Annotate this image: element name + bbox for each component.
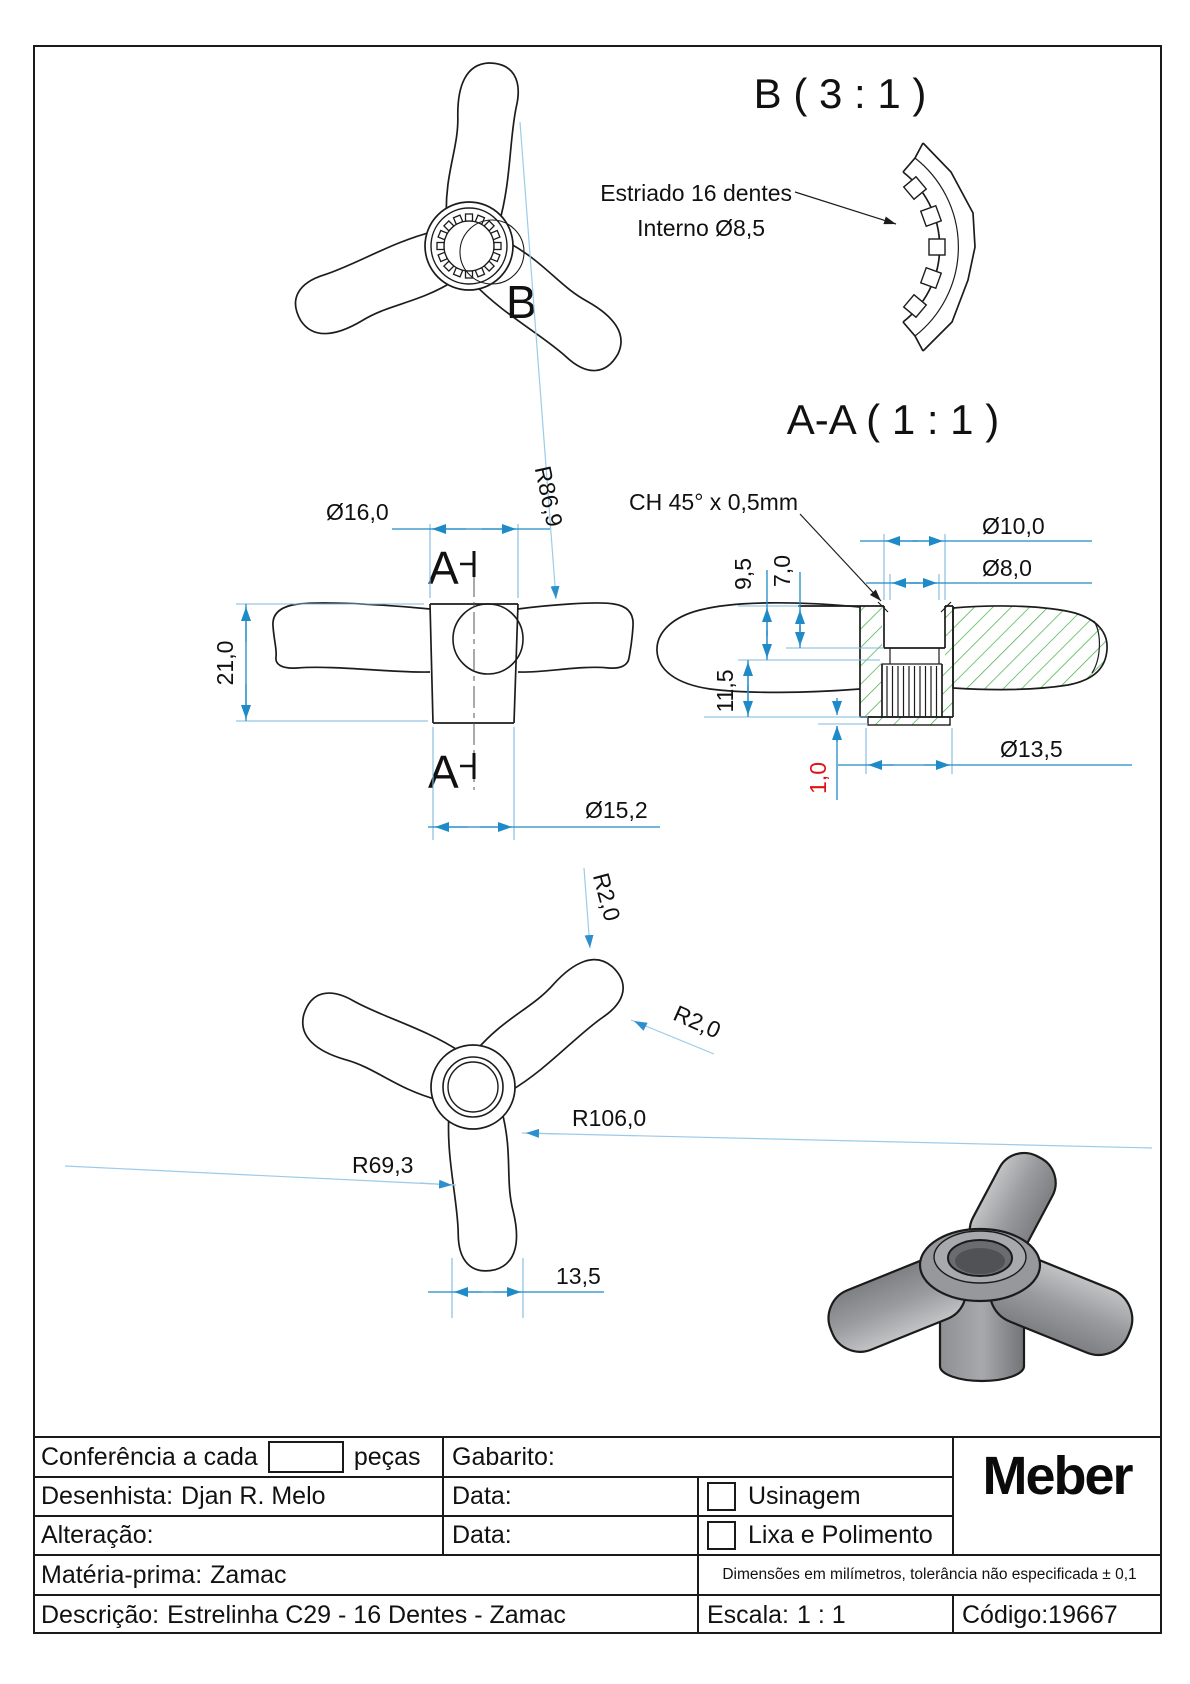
detail-marker-b: B xyxy=(506,276,537,328)
note-interno: Interno Ø8,5 xyxy=(637,215,765,241)
lixa-cell xyxy=(707,1517,933,1554)
data-label-2: Data: xyxy=(452,1521,512,1549)
codigo-value: 19667 xyxy=(1048,1600,1118,1629)
dim-w135: 13,5 xyxy=(556,1263,601,1289)
detail-b-title: B ( 3 : 1 ) xyxy=(753,70,927,117)
section-letter-top: A xyxy=(428,542,459,594)
data-label-1: Data: xyxy=(452,1482,512,1510)
title-block xyxy=(33,1436,1162,1634)
dim-v115: 11,5 xyxy=(712,669,738,713)
descricao-cell xyxy=(41,1596,566,1634)
data2-cell xyxy=(452,1517,512,1554)
dim-d152: Ø15,2 xyxy=(585,797,648,823)
conferencia-suffix: peças xyxy=(353,1442,421,1471)
escala-value: 1 : 1 xyxy=(796,1600,846,1629)
note-chamfer: CH 45° x 0,5mm xyxy=(629,489,798,515)
desenhista-value: Djan R. Melo xyxy=(181,1482,326,1510)
conferencia-label: Conferência a cada xyxy=(41,1442,258,1471)
section-letter-bottom: A xyxy=(428,746,459,798)
dim-d10: Ø10,0 xyxy=(982,513,1045,539)
dim-red10: 1,0 xyxy=(805,762,831,794)
dim-d8: Ø8,0 xyxy=(982,555,1032,581)
meber-logo: Meber xyxy=(982,1446,1132,1506)
dim-d135: Ø13,5 xyxy=(1000,736,1063,762)
descricao-value: Estrelinha C29 - 16 Dentes - Zamac xyxy=(167,1600,566,1629)
materia-value: Zamac xyxy=(210,1560,287,1589)
top-view xyxy=(287,60,633,382)
dim-r693: R69,3 xyxy=(352,1152,414,1178)
iso-render xyxy=(820,1143,1142,1381)
dim-r869: R86,9 xyxy=(529,463,568,530)
section-view xyxy=(629,396,1132,800)
dim-v70: 7,0 xyxy=(769,555,795,587)
note-estriado: Estriado 16 dentes xyxy=(600,180,792,206)
codigo-cell xyxy=(962,1596,1118,1634)
materia-label: Matéria-prima: xyxy=(41,1560,203,1589)
section-title: A-A ( 1 : 1 ) xyxy=(786,396,1000,443)
alteracao-label: Alteração: xyxy=(41,1521,154,1549)
escala-cell xyxy=(707,1596,846,1634)
dim-r20b: R2,0 xyxy=(669,999,725,1044)
spline-teeth-detail-b xyxy=(904,177,945,318)
detail-b-view xyxy=(600,70,975,351)
descricao-label: Descrição: xyxy=(41,1600,160,1629)
tolerancia-note: Dimensões em milímetros, tolerância não especificada ± 0,1 xyxy=(722,1566,1137,1583)
desenhista-label: Desenhista: xyxy=(41,1482,174,1510)
usinagem-cell xyxy=(707,1478,861,1515)
conferencia-input-box[interactable] xyxy=(268,1441,344,1473)
desenhista-cell xyxy=(41,1478,326,1515)
usinagem-checkbox[interactable] xyxy=(707,1482,736,1511)
tolerancia-cell xyxy=(697,1556,1162,1594)
escala-label: Escala: xyxy=(707,1600,789,1629)
alteracao-cell xyxy=(41,1517,154,1554)
gabarito-label: Gabarito: xyxy=(452,1442,555,1471)
materia-cell xyxy=(41,1556,287,1594)
lixa-checkbox[interactable] xyxy=(707,1521,736,1550)
codigo-label: Código: xyxy=(962,1600,1049,1629)
dim-h21: 21,0 xyxy=(212,640,238,686)
usinagem-label: Usinagem xyxy=(748,1482,861,1510)
dim-r1060: R106,0 xyxy=(572,1105,647,1131)
dim-v95: 9,5 xyxy=(730,558,756,590)
dim-d16: Ø16,0 xyxy=(326,499,389,525)
conferencia-cell xyxy=(41,1438,421,1476)
dim-r20a: R2,0 xyxy=(587,870,626,924)
data1-cell xyxy=(452,1478,512,1515)
gabarito-cell xyxy=(452,1438,555,1476)
lixa-label: Lixa e Polimento xyxy=(748,1521,933,1549)
